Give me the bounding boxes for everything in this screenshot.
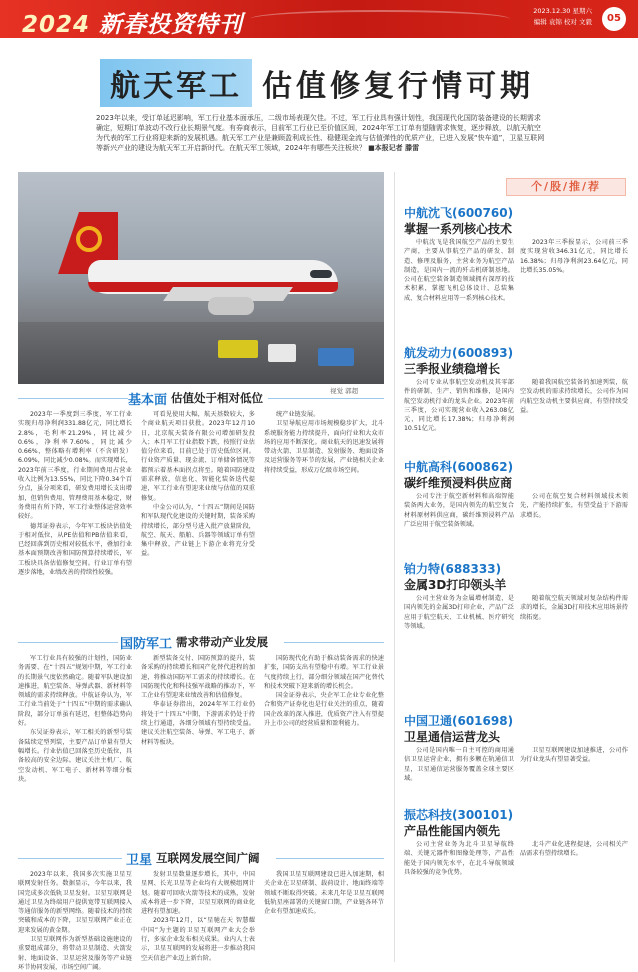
stock-6-text-a xyxy=(404,840,514,964)
paragraph: 东吴证券表示，军工相关的新型号装备陆续定型列装，主要产品订单量有望大幅增长。行业估值已回落至历史低位，具备较高的安全边际。建议关注主机厂、航空发动机、军工电子、新材料等细分板块。 xyxy=(18,729,132,783)
stock-3-subtitle: 碳纤维预浸料供应商 xyxy=(404,476,513,490)
section-2-column-1 xyxy=(18,654,132,844)
section-1-column-2 xyxy=(141,410,255,632)
paragraph: 卫星互联网建设加速推进，公司作为行业龙头有望显著受益。 xyxy=(520,747,628,764)
stock-6-subtitle: 产品性能国内领先 xyxy=(404,824,501,838)
section-3-column-1 xyxy=(18,870,132,971)
article-lead-text: 2023年以来，受订单延迟影响，军工行业基本面承压，二级市场表现欠佳。不过，军工行业具有强计划性，我国现代化国防装备建设的长期需求确定，短期订单波动不改行业长期景气度。有券商表示，目前军工行业已至价值区间，2024年军工订单有望随需求恢复，逐步释放，以航天航空为代表的军工行业将迎来新的发展机遇。航天军工产业是兼顾盈利成长性、稳健现金流与估值弹性的优质产业，已进入发展“快车道”，卫星互联网等新兴产业的建设为航天军工开启新时代。在航天军工领域，2024年有哪些关注板块？ xyxy=(96,114,545,152)
section-1-column-3 xyxy=(264,410,384,632)
paragraph: 公司主营业务为金属增材制造，是国内领先的金属3D打印企业，产品广泛应用于航空航天、工业机械、医疗研究等领域。 xyxy=(404,595,514,630)
stock-6-name: 振芯科技(300101) xyxy=(404,808,514,822)
page-header xyxy=(0,0,638,38)
header-editors: 编辑 袁锦 校对 文毅 xyxy=(533,18,592,26)
stock-5-text-a xyxy=(404,746,514,802)
header-date: 2023.12.30 星期六 xyxy=(533,7,592,15)
paragraph: 北斗产业化进程提速，公司相关产品需求有望持续增长。 xyxy=(520,841,628,858)
stock-2-name: 航发动力(600893) xyxy=(404,346,514,360)
plane-engine xyxy=(208,297,254,315)
paragraph: 公司在航空复合材料领域技术领先，产能持续扩张，有望受益于下游需求增长。 xyxy=(520,493,628,519)
section-3-column-2 xyxy=(141,870,255,966)
paragraph: 统产业链发展。 xyxy=(276,411,320,418)
column-divider xyxy=(394,172,395,962)
stock-6-text-b xyxy=(520,840,628,964)
section-3-column-3 xyxy=(264,870,384,966)
stock-5-subtitle: 卫星通信运营龙头 xyxy=(404,730,501,744)
stock-2-text-a xyxy=(404,378,514,450)
stock-picks-tab: 个/股/推/荐 xyxy=(506,178,626,196)
article-lead xyxy=(96,113,546,153)
ground-vehicle xyxy=(318,348,354,366)
stock-3-name: 中航高科(600862) xyxy=(404,460,514,474)
paragraph: 2023年一季度到三季度，军工行业实现归母净利润331.88亿元，同比增长2.8%，毛利率21.29%，同比减少0.6%，净利率7.60%，同比减少0.66%，整体略有增利率（不含研发）6.09%，同比减少0.08%。而实现增长，2023年前三季度，行业期间费用占营业收入比例为13.55%，同比下降0.34个百分点，虽分项来看，研发费用增长支出增加，但销售费用、管理费用基本稳定，财务费用有所下降，军工行业整体运营效率较好。 xyxy=(18,411,132,521)
stock-2-text-b xyxy=(520,378,628,450)
paragraph: 2023年以来，我国多次实施卫星互联网发射任务。数据显示，今年以来，我国完成多次低轨卫星发射。卫星互联网是通过卫星为终端用户提供宽带互联网接入等通信服务的新型网络。随着技术的持续突破和成本的下降，卫星互联网产业正在迎来发展的黄金期。 xyxy=(18,871,132,934)
section-heading-2 xyxy=(120,634,268,650)
section-rule xyxy=(18,398,128,399)
section-rule xyxy=(268,398,384,399)
paragraph: 中航沈飞是我国航空产品的主要生产商，主要从事航空产品的研发、制造、修理及服务，主营业务为航空产品制造，是国内一流的歼击机研制基地。公司在航空装备制造领域拥有深厚的技术积累，掌握飞机总体设计、总装集成、复合材料应用等一系列核心技术。 xyxy=(404,239,514,302)
paragraph: 卫星导航应用市场规模稳步扩大，北斗系统服务能力持续提升，面向行业和大众市场的应用不断深化。商业航天的迅速发展将带动火箭、卫星制造、发射服务、地面设备及运营服务等环节的发展，产业链相关企业将持续受益，形成万亿级市场空间。 xyxy=(264,420,384,474)
paragraph: 我国卫星互联网建设已进入加速期，相关企业在卫星研制、载荷设计、地面终端等领域不断取得突破。未来几年是卫星互联网低轨星座部署的关键窗口期，产业链各环节企业有望加速成长。 xyxy=(264,871,384,916)
paragraph: 2023年12月，以“星驰在天 智慧耀中国”为主题的卫星互联网产业大会举行，多家企业发布相关成果。业内人士表示，卫星互联网的发展将进一步推动我国空天信息产业迈上新台阶。 xyxy=(141,917,255,962)
photo-credit: 视觉 郭超 xyxy=(330,387,359,395)
paragraph: 随着我国航空装备的加速列装，航空发动机的需求持续增长，公司作为国内航空发动机主要供应商，有望持续受益。 xyxy=(520,379,628,414)
paragraph: 华泰证券指出，2024年军工行业仍将处于“十四五”中期，下游需求仍处于持续上行通道，各细分领域有望持续受益。建议关注航空装备、导弹、军工电子、新材料等板块。 xyxy=(141,701,255,746)
stock-5-name: 中国卫通(601698) xyxy=(404,714,514,728)
section-rule xyxy=(18,642,118,643)
section-rule xyxy=(276,858,384,859)
stock-1-subtitle: 掌握一系列核心技术 xyxy=(404,222,513,236)
paragraph: 中金公司认为，“十四五”期间是国防和军队现代化建设的关键时期，装备采购持续增长，部分型号进入批产放量阶段，航空、航天、船舶、兵器等领域订单有望集中释放，产业链上下游企业将充分受益。 xyxy=(141,503,255,558)
ground-vehicle xyxy=(268,344,296,362)
paragraph: 新型装备交付、国防预算的提升，装备采购的持续增长和国产化替代进程的加速，将推动国防军工需求的持续增长。在国防现代化和科技强军战略的推动下，军工企业有望迎来业绩改善和估值修复。 xyxy=(141,655,255,700)
stock-4-subtitle: 金属3D打印领头羊 xyxy=(404,578,507,592)
page-number: 05 xyxy=(602,7,626,31)
section-rule xyxy=(284,642,384,643)
airplane-photo xyxy=(18,172,384,384)
section-heading-1 xyxy=(128,390,263,406)
header-title-text: 新春投资特刊 xyxy=(99,12,244,38)
paragraph: 可看见使用大幅，航天基数较大，多个商业航天项目获批。2023年12月10日，北京航天装备有限公司增加研发投入；本月军工行业指数下跌，按照行业估值分位来看，目前已处于历史低位区间。行业资产质量、现金流、订单储备情况等都预示着基本面拐点将至。随着国防建设需求释放，信息化、智能化装备迭代提速，军工行业有望迎来业绩与估值的双重修复。 xyxy=(141,411,255,502)
plane-cockpit xyxy=(310,270,332,278)
stock-3-text-a xyxy=(404,492,514,552)
section-1-column-1 xyxy=(18,410,132,632)
article-title xyxy=(100,60,534,106)
section-1-keyword: 基本面 xyxy=(128,392,168,408)
paragraph: 随着航空航天领域对复杂结构件需求的增长，金属3D打印技术应用场景持续拓宽。 xyxy=(520,595,628,621)
header-year: 2024 xyxy=(22,12,91,38)
section-rule xyxy=(18,858,122,859)
paragraph: 公司主营业务为北斗卫星导航终端、关键元器件和图像处理等，产品性能处于国内领先水平，在北斗导航领域具备较强的竞争优势。 xyxy=(404,841,514,876)
section-heading-3 xyxy=(126,850,260,866)
header-title xyxy=(22,6,243,39)
paragraph: 德邦证券表示，今年军工板块估值处于相对低位，从PE估值和PB估值来看，已经回落到历史相对较低水平，叠加行业基本面预期改善和国防预算持续增长，军工板块具备估值修复空间。行业订单有望逐步落地，业绩改善的持续性较强。 xyxy=(18,522,132,577)
plane-logo-icon xyxy=(76,226,102,252)
section-2-title: 需求带动产业发展 xyxy=(176,635,269,649)
section-3-title: 互联网发展空间广阔 xyxy=(156,851,260,865)
paragraph: 卫星互联网作为新型基础设施建设的重要组成部分，将带动卫星制造、火箭发射、地面设备、卫星运营及服务等产业链环节协同发展，市场空间广阔。 xyxy=(18,936,132,971)
stock-1-name: 中航沈飞(600760) xyxy=(404,206,514,220)
article-title-right: 估值修复行情可期 xyxy=(262,69,534,104)
section-2-keyword: 国防军工 xyxy=(120,636,173,652)
stock-1-text-b xyxy=(520,238,628,338)
paragraph: 2023年三季报显示，公司前三季度实现营收346.31亿元，同比增长16.38%；归母净利润23.64亿元，同比增长35.05%。 xyxy=(520,239,628,274)
paragraph: 公司是国内唯一自主可控的商用通信卫星运营企业，拥有多颗在轨通信卫星，卫星通信运营服务覆盖全球主要区域。 xyxy=(404,747,514,782)
paragraph: 军工行业具有较强的计划性，国防业务需要、在“十四五”规划中期，军工行业的长期景气度依然确定。随着军队建设加速推进，航空装备、导弹武器、新材料等领域的需求持续释放。中航证券认为，军工行业当前处于“十四五”中期的需求确认阶段，部分订单虽有延迟，但整体趋势向好。 xyxy=(18,655,132,728)
section-3-keyword: 卫星 xyxy=(126,852,153,868)
stock-2-subtitle: 三季报业绩稳增长 xyxy=(404,362,501,376)
stock-5-text-b xyxy=(520,746,628,802)
stock-4-text-b xyxy=(520,594,628,706)
article-author: ■本报记者 滕雷 xyxy=(368,144,420,152)
section-1-title: 估值处于相对低位 xyxy=(171,391,264,405)
stock-4-name: 铂力特(688333) xyxy=(404,562,502,576)
stock-3-text-b xyxy=(520,492,628,552)
section-2-column-3 xyxy=(264,654,384,844)
paragraph: 公司专业从事航空发动机及其零部件的研制、生产、销售和维修，是国内航空发动机行业的龙头企业。2023年前三季度，公司实现营业收入263.08亿元，同比增长17.38%；归母净利润10.51亿元。 xyxy=(404,379,514,433)
paragraph: 发射卫星数量逐步增长，其中，中国星网、长光卫星等企业均有大规模组网计划。随着可回收火箭等技术的成熟，发射成本将进一步下降，卫星互联网的商业化进程有望加速。 xyxy=(141,871,255,916)
stock-4-text-a xyxy=(404,594,514,706)
ground-vehicle xyxy=(218,340,258,358)
paragraph: 公司专注于航空新材料和高端智能装备两大业务，是国内领先的航空复合材料原材料供应商，碳纤维预浸料产品广泛应用于航空装备领域。 xyxy=(404,493,514,528)
header-date-block xyxy=(533,6,592,28)
header-wave-decoration xyxy=(250,10,510,28)
paragraph: 国防现代化有助于推动装备需求的快速扩张，国防支出有望稳中有增。军工行业景气度持续上行，部分细分领域在国产化替代和技术突破下迎来新的增长机会。 xyxy=(264,655,384,690)
stock-1-text-a xyxy=(404,238,514,338)
article-title-left: 航天军工 xyxy=(100,59,252,107)
section-2-column-2 xyxy=(141,654,255,844)
paragraph: 国金证券表示，央企军工企业专业化整合和资产证券化也是行业关注的重点，随着国企改革的深入推进，优质资产注入有望提升上市公司的经营质量和盈利能力。 xyxy=(264,692,384,728)
